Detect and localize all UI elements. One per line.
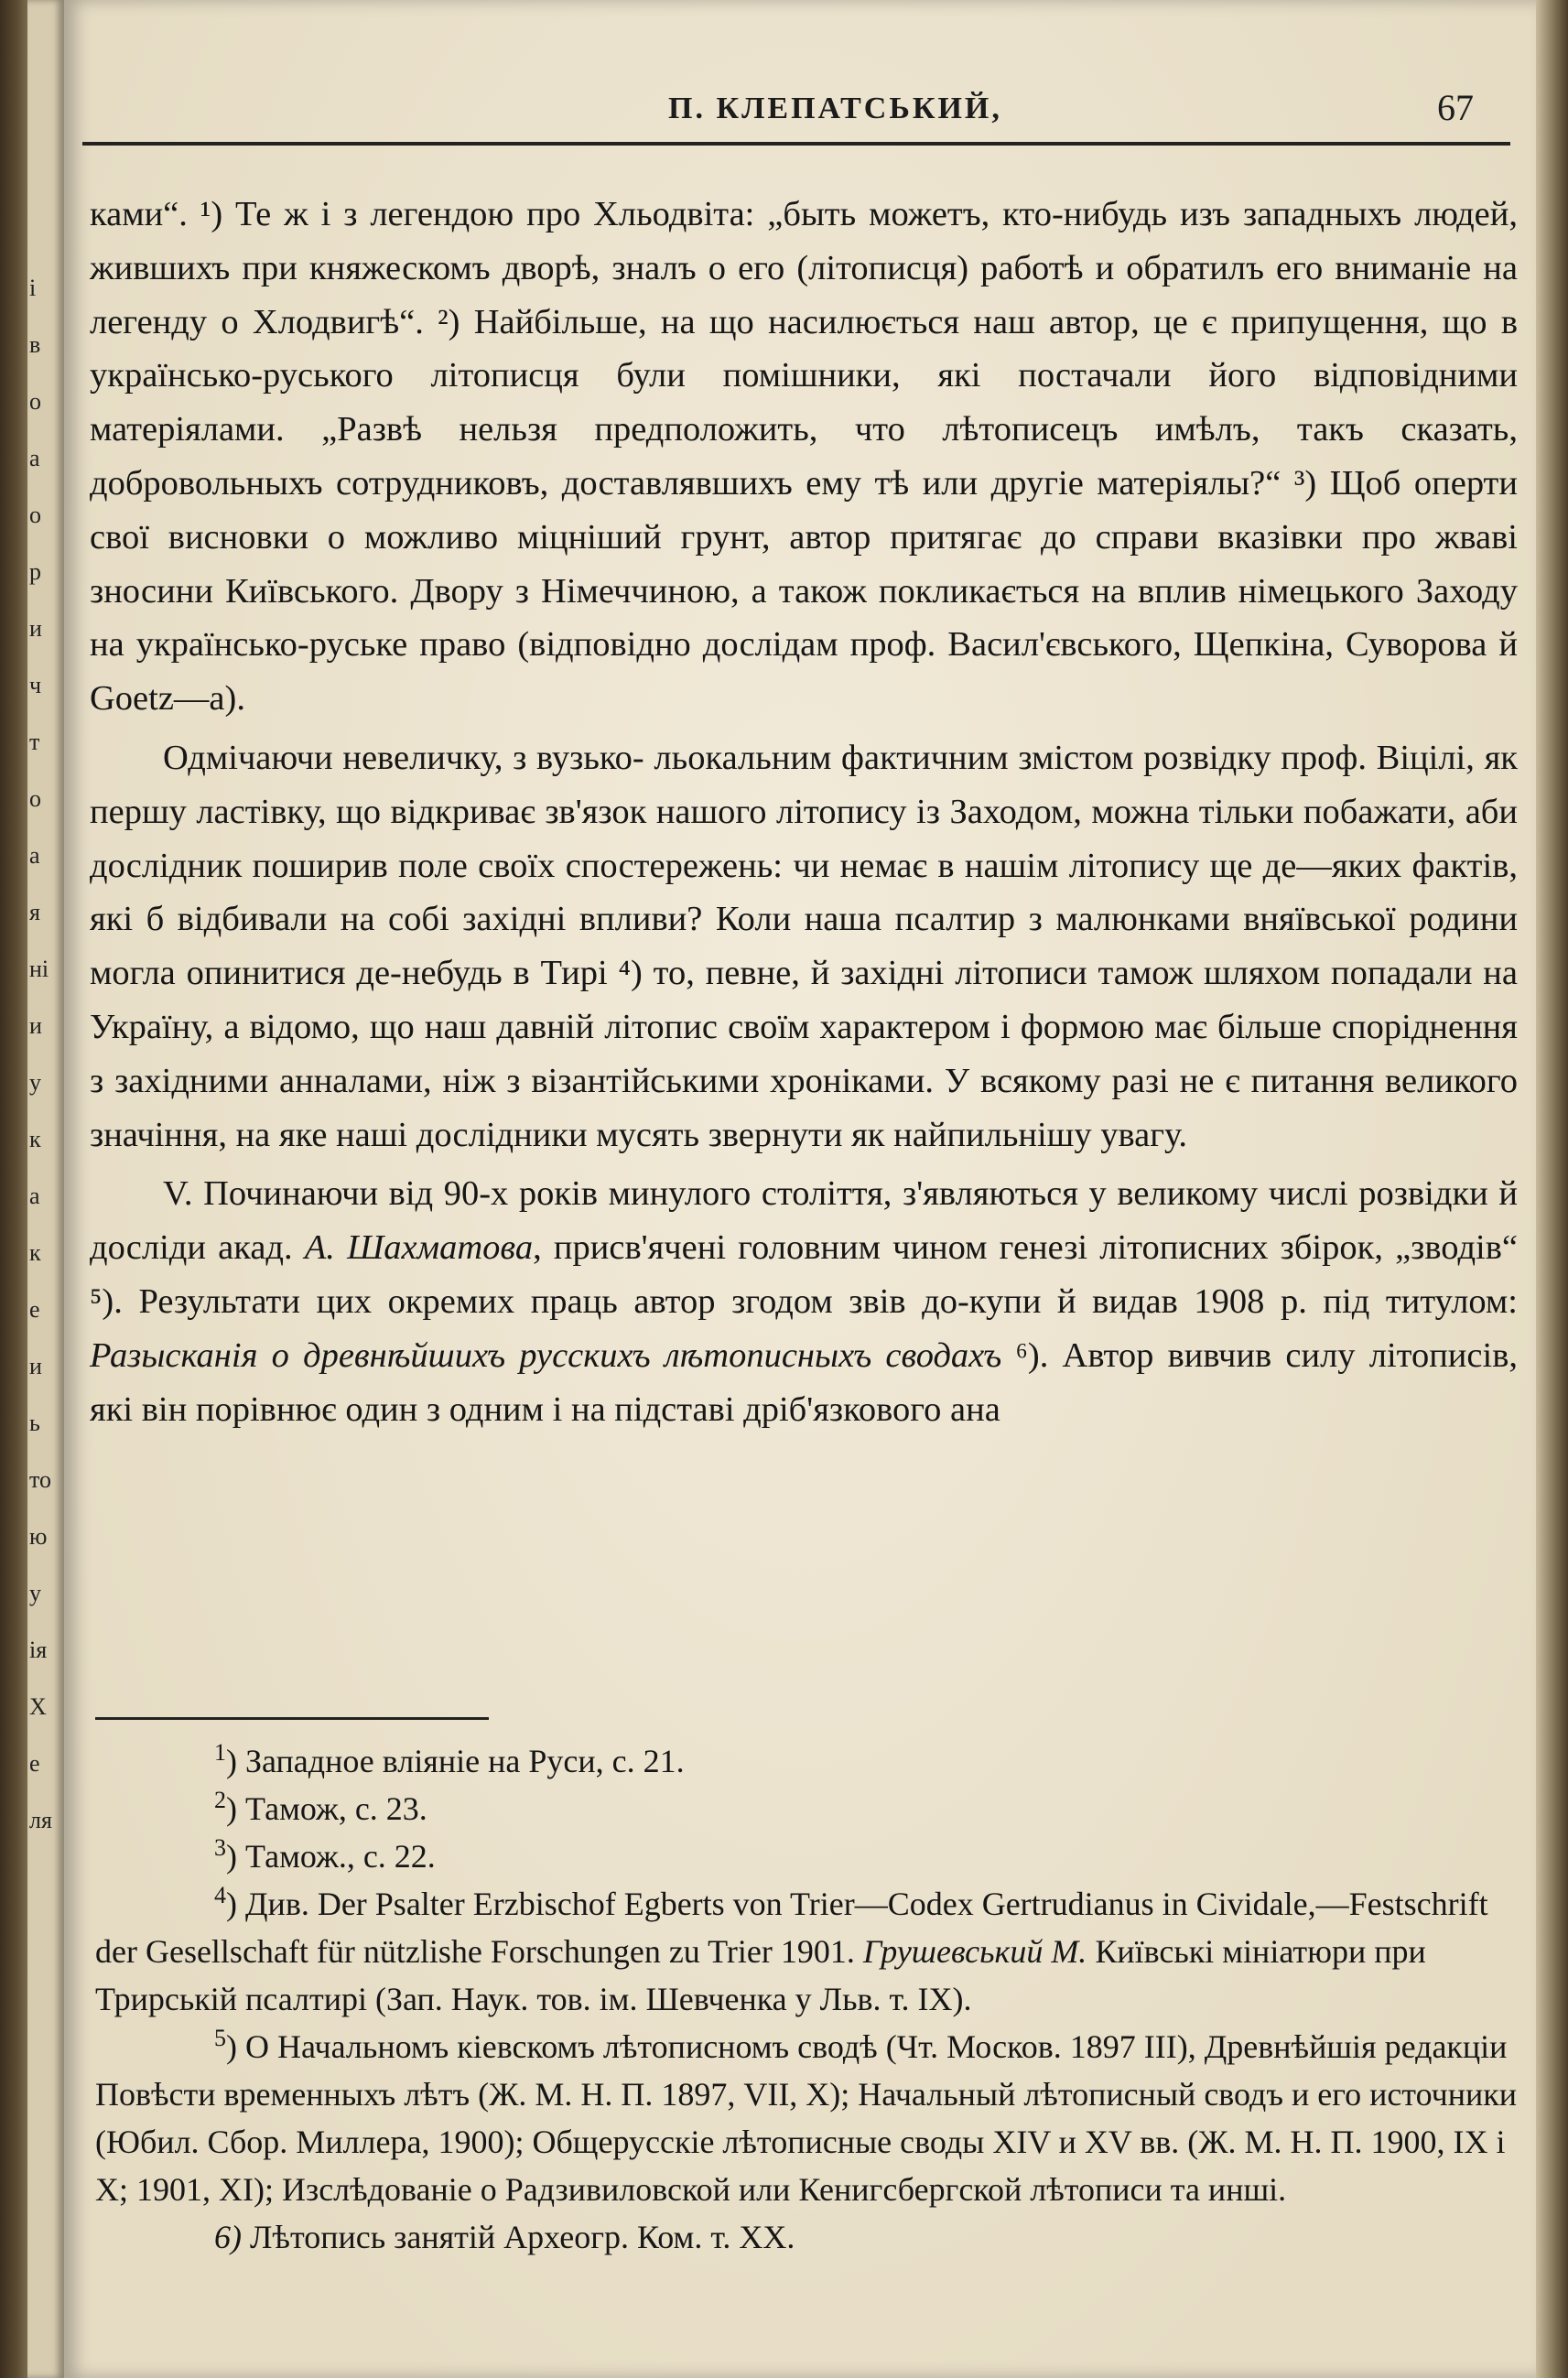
previous-page-edge [27, 0, 64, 2378]
margin-fragment: а [29, 445, 40, 471]
margin-fragment: е [29, 1296, 40, 1323]
margin-fragment: и [29, 1012, 42, 1039]
footnote-paren: ) [226, 2028, 245, 2065]
margin-fragment: ія [29, 1637, 48, 1663]
margin-fragment: я [29, 899, 40, 925]
paragraph [90, 188, 1518, 726]
footnote-paren: ) [226, 1838, 245, 1875]
footnote-text: Лѣтопись занятій Археогр. Ком. т. XX. [242, 2219, 795, 2255]
margin-fragment: у [29, 1580, 41, 1606]
header-rule [82, 142, 1510, 146]
footnote-text: Тамож., с. 22. [245, 1838, 436, 1875]
margin-fragment: о [29, 502, 41, 528]
margin-fragment: в [29, 331, 41, 358]
footnote-text: О Начальномъ кіевскомъ лѣтописномъ сводѣ (Чт. Москов. 1897 III), Древнѣйшія редакціи Повѣсти временныхъ лѣтъ (Ж. М. Н. П. 1897, VII, X); Начальный лѣтописный сводъ и его источники (Юбил. Сбор. Миллера, 1900); Общерусскіе лѣтописные своды XIV и XV вв. (Ж. М. Н. П. 1900, IX і X; 1901, XI); Изслѣдованіе о Радзивиловской или Кенигсбергской лѣтописи та инші. [95, 2028, 1518, 2208]
margin-fragment: е [29, 1750, 40, 1777]
footnote [95, 1880, 1523, 2023]
page [64, 0, 1536, 2378]
italic-text: Грушевський М. [862, 1933, 1087, 1970]
footnote [95, 1737, 1523, 1785]
margin-fragment: и [29, 615, 42, 642]
text-run: Одмічаючи невеличку, з вузько- льокальним фактичним змістом розвідку проф. Віцілі, як першу ластівку, що відкриває зв'язок нашого літопису із Заходом, можна тільки побажати, аби дослідник поширив поле своїх спостережень: чи немає в нашім літопису ще де—яких фактів, які б відбивали на собі західні впливи? Коли наша псалтир з малюнками вняївської родини могла опинитися де-небудь в Тирі ⁴) то, певне, й західні літописи тамож шляхом попадали на Україну, а відомо, що наш давній літопис своїм характером і формою має більше споріднення з західними анналами, ніж з візантійськими хроніками. У всякому разі не є питання великого значіння, на яке наші дослідники мусять звернути як найпильнішу увагу. [90, 738, 1518, 1154]
margin-fragment: ля [29, 1807, 52, 1833]
right-page-edge [1536, 0, 1568, 2378]
margin-fragment: и [29, 1353, 42, 1379]
footnote-mark: 5 [214, 2025, 226, 2051]
footnote [95, 1832, 1523, 1880]
margin-fragment: а [29, 842, 40, 869]
margin-fragment: о [29, 388, 41, 415]
footnote-text: Київські мініатюри при Трирській псалтирі (Зап. Наук. тов. ім. Шевченка у Льв. т. IX). [95, 1933, 1426, 2017]
footnote-mark: 6) [214, 2219, 242, 2255]
running-head: П. КЛЕПАТСЬКИЙ, [668, 92, 1002, 125]
footnote-mark: 4 [214, 1882, 226, 1908]
text-run: V. Починаючи від 90-х років минулого століття, з'являються у великому числі розвідки й досліди акад. [90, 1174, 1518, 1268]
page-number: 67 [1437, 87, 1474, 128]
italic-text: А. Шахматова [304, 1228, 534, 1268]
text-run: ками“. ¹) Те ж і з легендою про Хльодвіта: „быть можетъ, кто-нибудь изъ западныхъ людей, жившихъ при княжескомъ дворѣ, зналъ о его (літописця) работѣ и обратилъ его вниманіе на легенду о Хлодвигѣ“. ²) Найбільше, на що насилюється наш автор, це є припущення, що в українсько-руського літописця були помішники, які постачали його відповідними матеріялами. „Развѣ нельзя предположить, что лѣтописецъ имѣлъ, такъ сказать, добровольныхъ сотрудниковъ, доставлявшихъ ему тѣ или другіе матеріялы?“ ³) Щоб оперти свої висновки о можливо міцніший грунт, автор притягає до справи вказівки про жваві зносини Київського. Двору з Німеччиною, а також покликається на вплив німецького Заходу на українсько-руське право (відповідно дослідам проф. Васил'євського, Щепкіна, Суворова й Goetz—а). [90, 195, 1518, 719]
paragraph [90, 1167, 1518, 1436]
margin-fragment: р [29, 558, 41, 585]
margin-fragment: ні [29, 956, 49, 982]
margin-fragment: о [29, 785, 41, 812]
page-header [82, 87, 1529, 156]
margin-fragment: у [29, 1069, 41, 1096]
footnote-text: Тамож, с. 23. [245, 1790, 427, 1827]
italic-text: Разысканія о древнѣйшихъ русскихъ лѣтописныхъ сводахъ [90, 1335, 1002, 1375]
main-text [90, 188, 1518, 1436]
footnote-mark: 3 [214, 1834, 226, 1861]
book-binding [0, 0, 27, 2378]
text-run: , присв'ячені головним чином генезі літописних збірок, „зводів“ ⁵). Результати цих окремих праць автор згодом звів до-купи й видав 1908 р. під титулом: [90, 1228, 1518, 1321]
footnote [95, 2023, 1523, 2213]
footnote-mark: 2 [214, 1787, 226, 1813]
footnote-paren: ) [226, 1743, 245, 1779]
footnote [95, 2213, 1523, 2261]
footnote-mark: 1 [214, 1739, 226, 1766]
footnote [95, 1785, 1523, 1832]
footnote-paren: ) [226, 1790, 245, 1827]
margin-fragment: X [29, 1693, 47, 1720]
footnote-paren: ) [226, 1886, 245, 1922]
paragraph [90, 731, 1518, 1162]
text-run: ⁶). Автор вивчив силу літописів, які він порівнює один з одним і на підставі дріб'язкового ана [90, 1335, 1518, 1429]
margin-fragment: а [29, 1183, 40, 1209]
margin-fragment: т [29, 729, 40, 755]
footnote-text: Западное вліяніе на Руси, с. 21. [245, 1743, 685, 1779]
margin-fragment: к [29, 1126, 41, 1152]
footnotes [95, 1737, 1523, 2261]
margin-fragment: ь [29, 1410, 40, 1436]
margin-fragment: і [29, 275, 37, 301]
footnote-rule [95, 1717, 489, 1720]
margin-fragment: то [29, 1466, 52, 1493]
margin-fragment: ю [29, 1523, 48, 1550]
footnote-text: Див. Der Psalter Erzbischof Egberts von Trier—Codex Gertrudianus in Cividale,—Festschrift der Gesellschaft für nützlishe Forschungen zu Trier 1901. [95, 1886, 1488, 1970]
margin-fragment: к [29, 1239, 41, 1266]
margin-fragment: ч [29, 672, 42, 698]
